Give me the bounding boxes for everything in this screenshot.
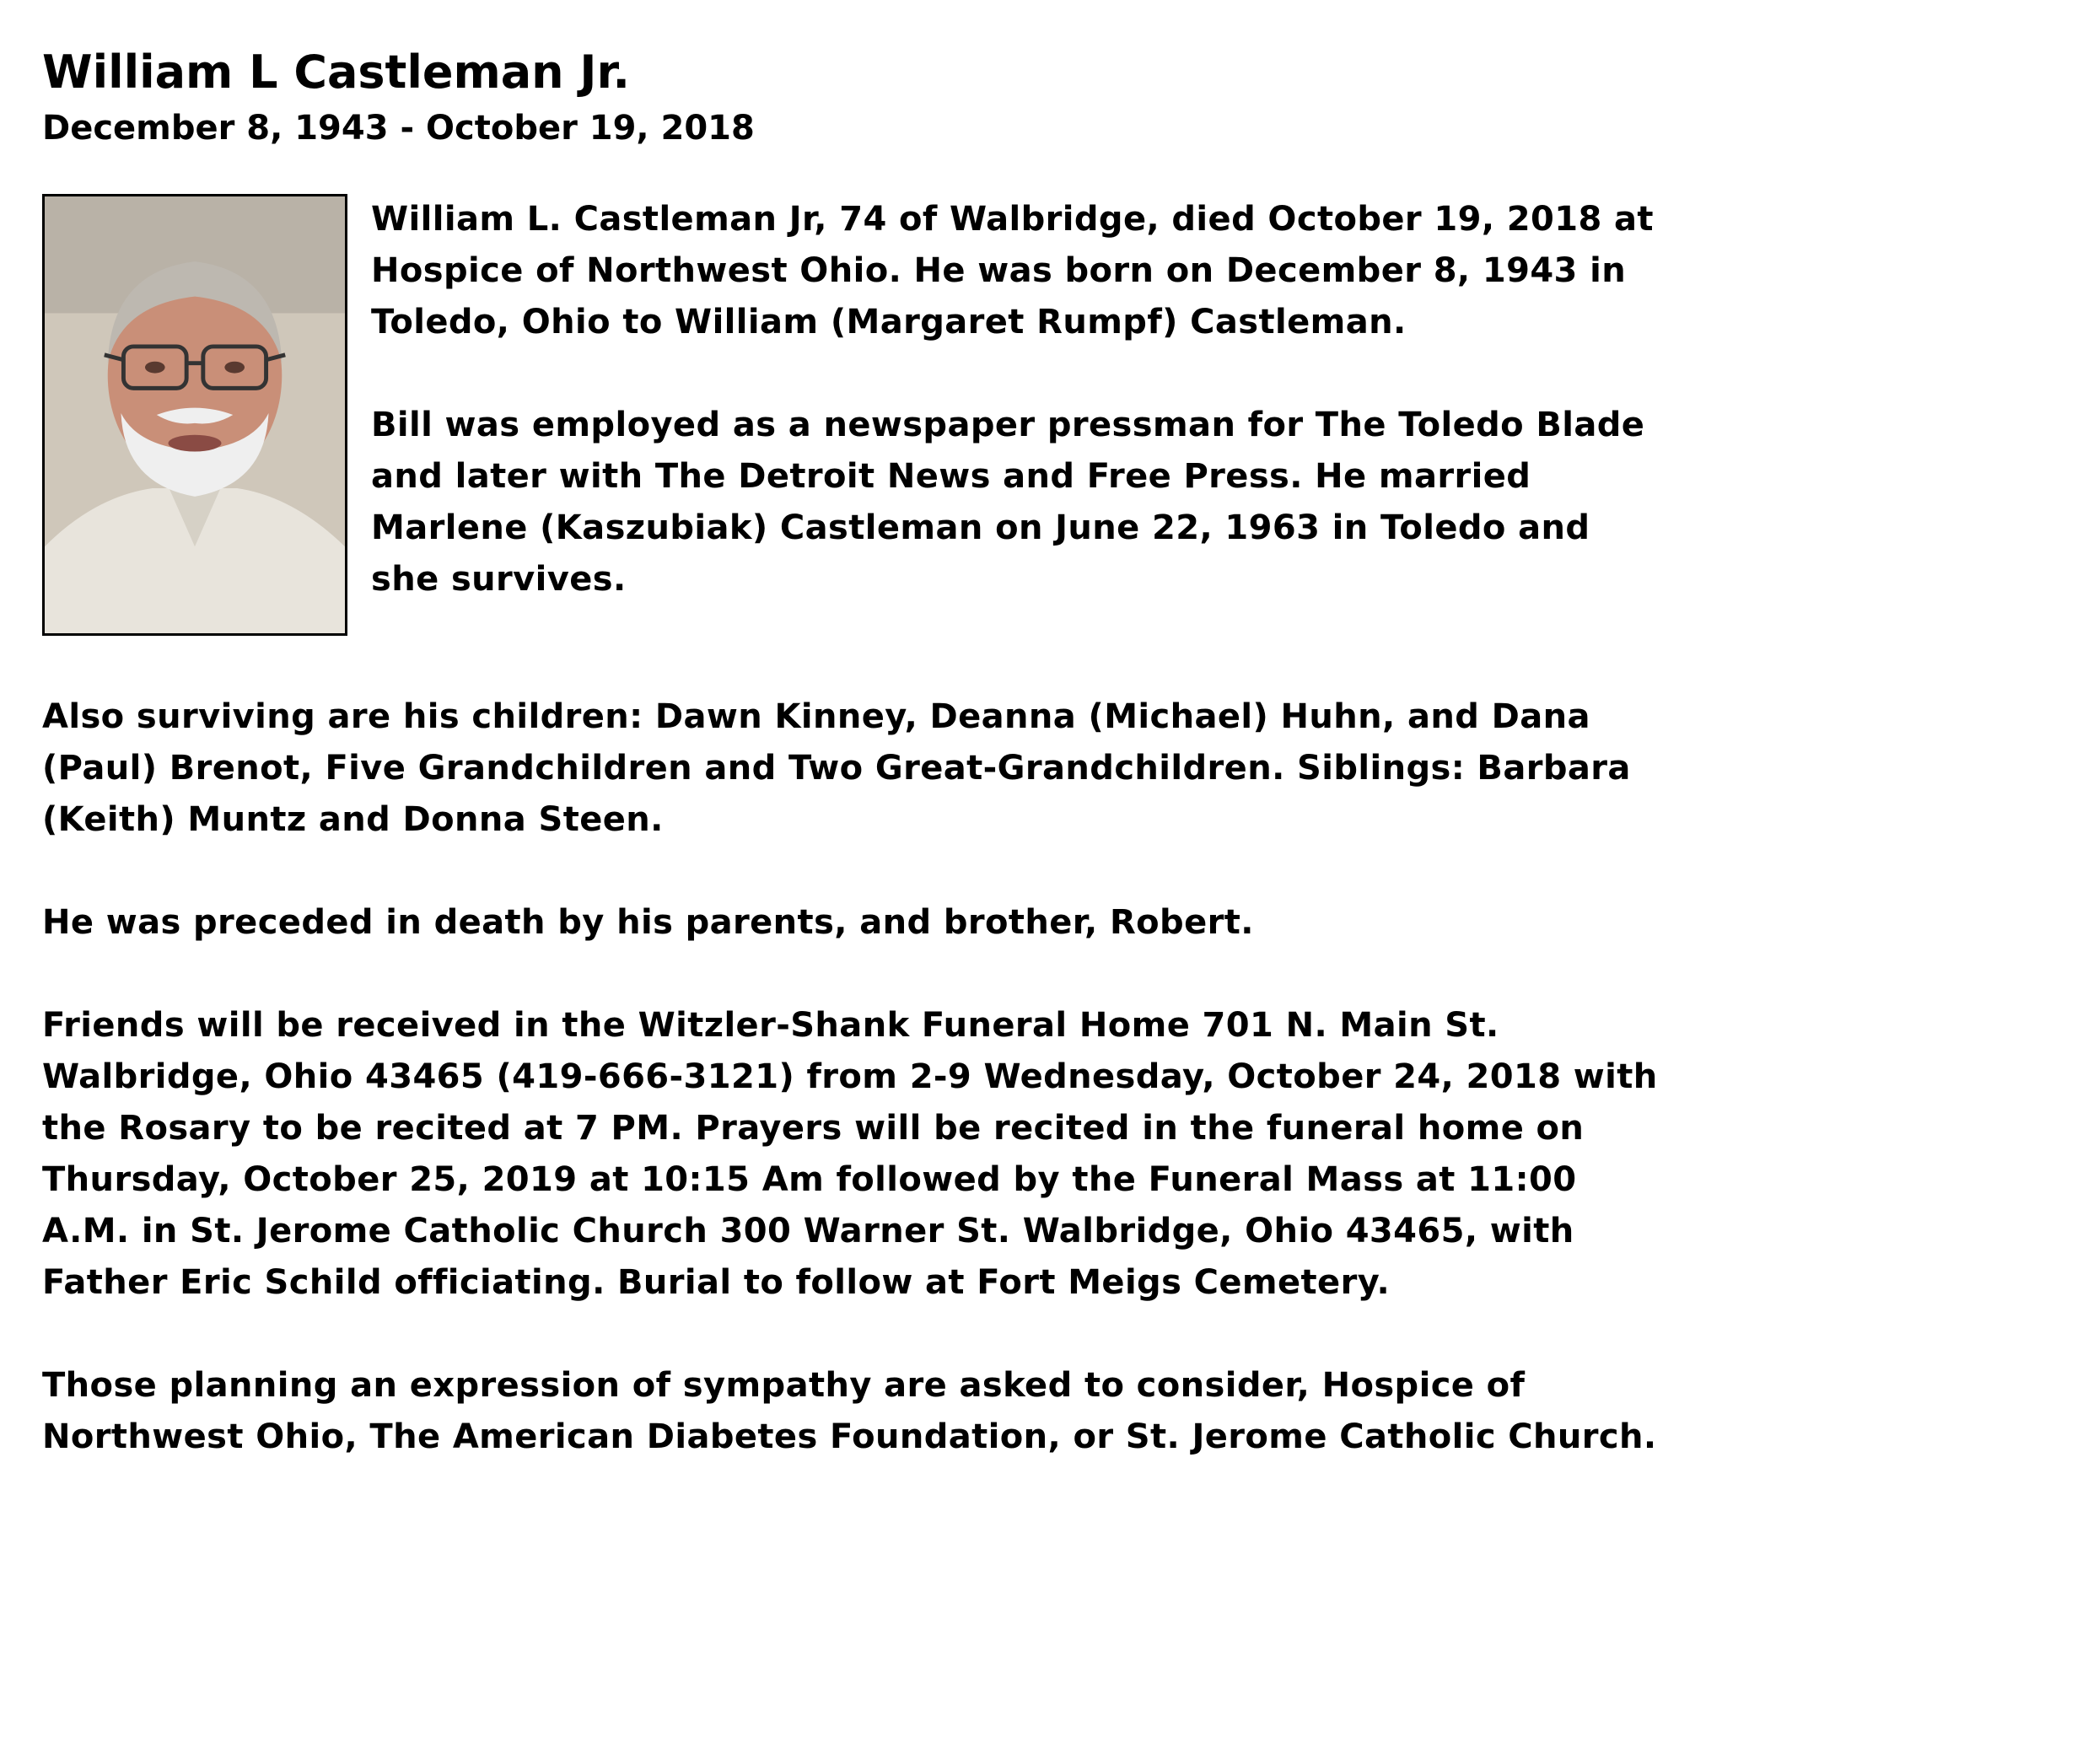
portrait-photo	[42, 194, 347, 636]
paragraph-birth: William L. Castleman Jr, 74 of Walbridge, died October 19, 2018 at Hospice of Northwest Ohio. He was born on December 8, 1943 in Toledo, Ohio to William (Margaret Rumpf) Castleman.	[371, 200, 1654, 342]
paragraph-services: Friends will be received in the Witzler-Shank Funeral Home 701 N. Main St. Walbridge, Ohio 43465 (419-666-3121) from 2-9 Wednesday, October 24, 2018 with the Rosary to be recited at 7 PM. Prayers will be recited in the funeral home on Thursday, October 25, 2019 at 10:15 Am followed by the Funeral Mass at 11:00 A.M. in St. Jerome Catholic Church 300 Warner St. Walbridge, Ohio 43465, with Father Eric Schild officiating. Burial to follow at Fort Meigs Cemetery.	[42, 1006, 1658, 1302]
life-dates: December 8, 1943 - October 19, 2018	[42, 109, 755, 148]
portrait-illustration	[45, 196, 345, 633]
obituary-body	[42, 691, 1661, 1463]
intro-text	[371, 194, 1661, 605]
intro-block	[42, 194, 1661, 644]
paragraph-career: Bill was employed as a newspaper pressman for The Toledo Blade and later with The Detroit News and Free Press. He married Marlene (Kaszubiak) Castleman on June 22, 1963 in Toledo and she survives.	[371, 406, 1645, 599]
obituary-document	[42, 42, 1661, 1463]
deceased-name: William L Castleman Jr.	[42, 46, 630, 99]
paragraph-preceded: He was preceded in death by his parents, and brother, Robert.	[42, 903, 1254, 942]
paragraph-survivors: Also surviving are his children: Dawn Kinney, Deanna (Michael) Huhn, and Dana (Paul) Brenot, Five Grandchildren and Two Great-Grandchildren. Siblings: Barbara (Keith) Muntz and Donna Steen.	[42, 697, 1631, 839]
paragraph-sympathy: Those planning an expression of sympathy are asked to consider, Hospice of Northwest Ohio, The American Diabetes Foundation, or St. Jerome Catholic Church.	[42, 1366, 1657, 1456]
